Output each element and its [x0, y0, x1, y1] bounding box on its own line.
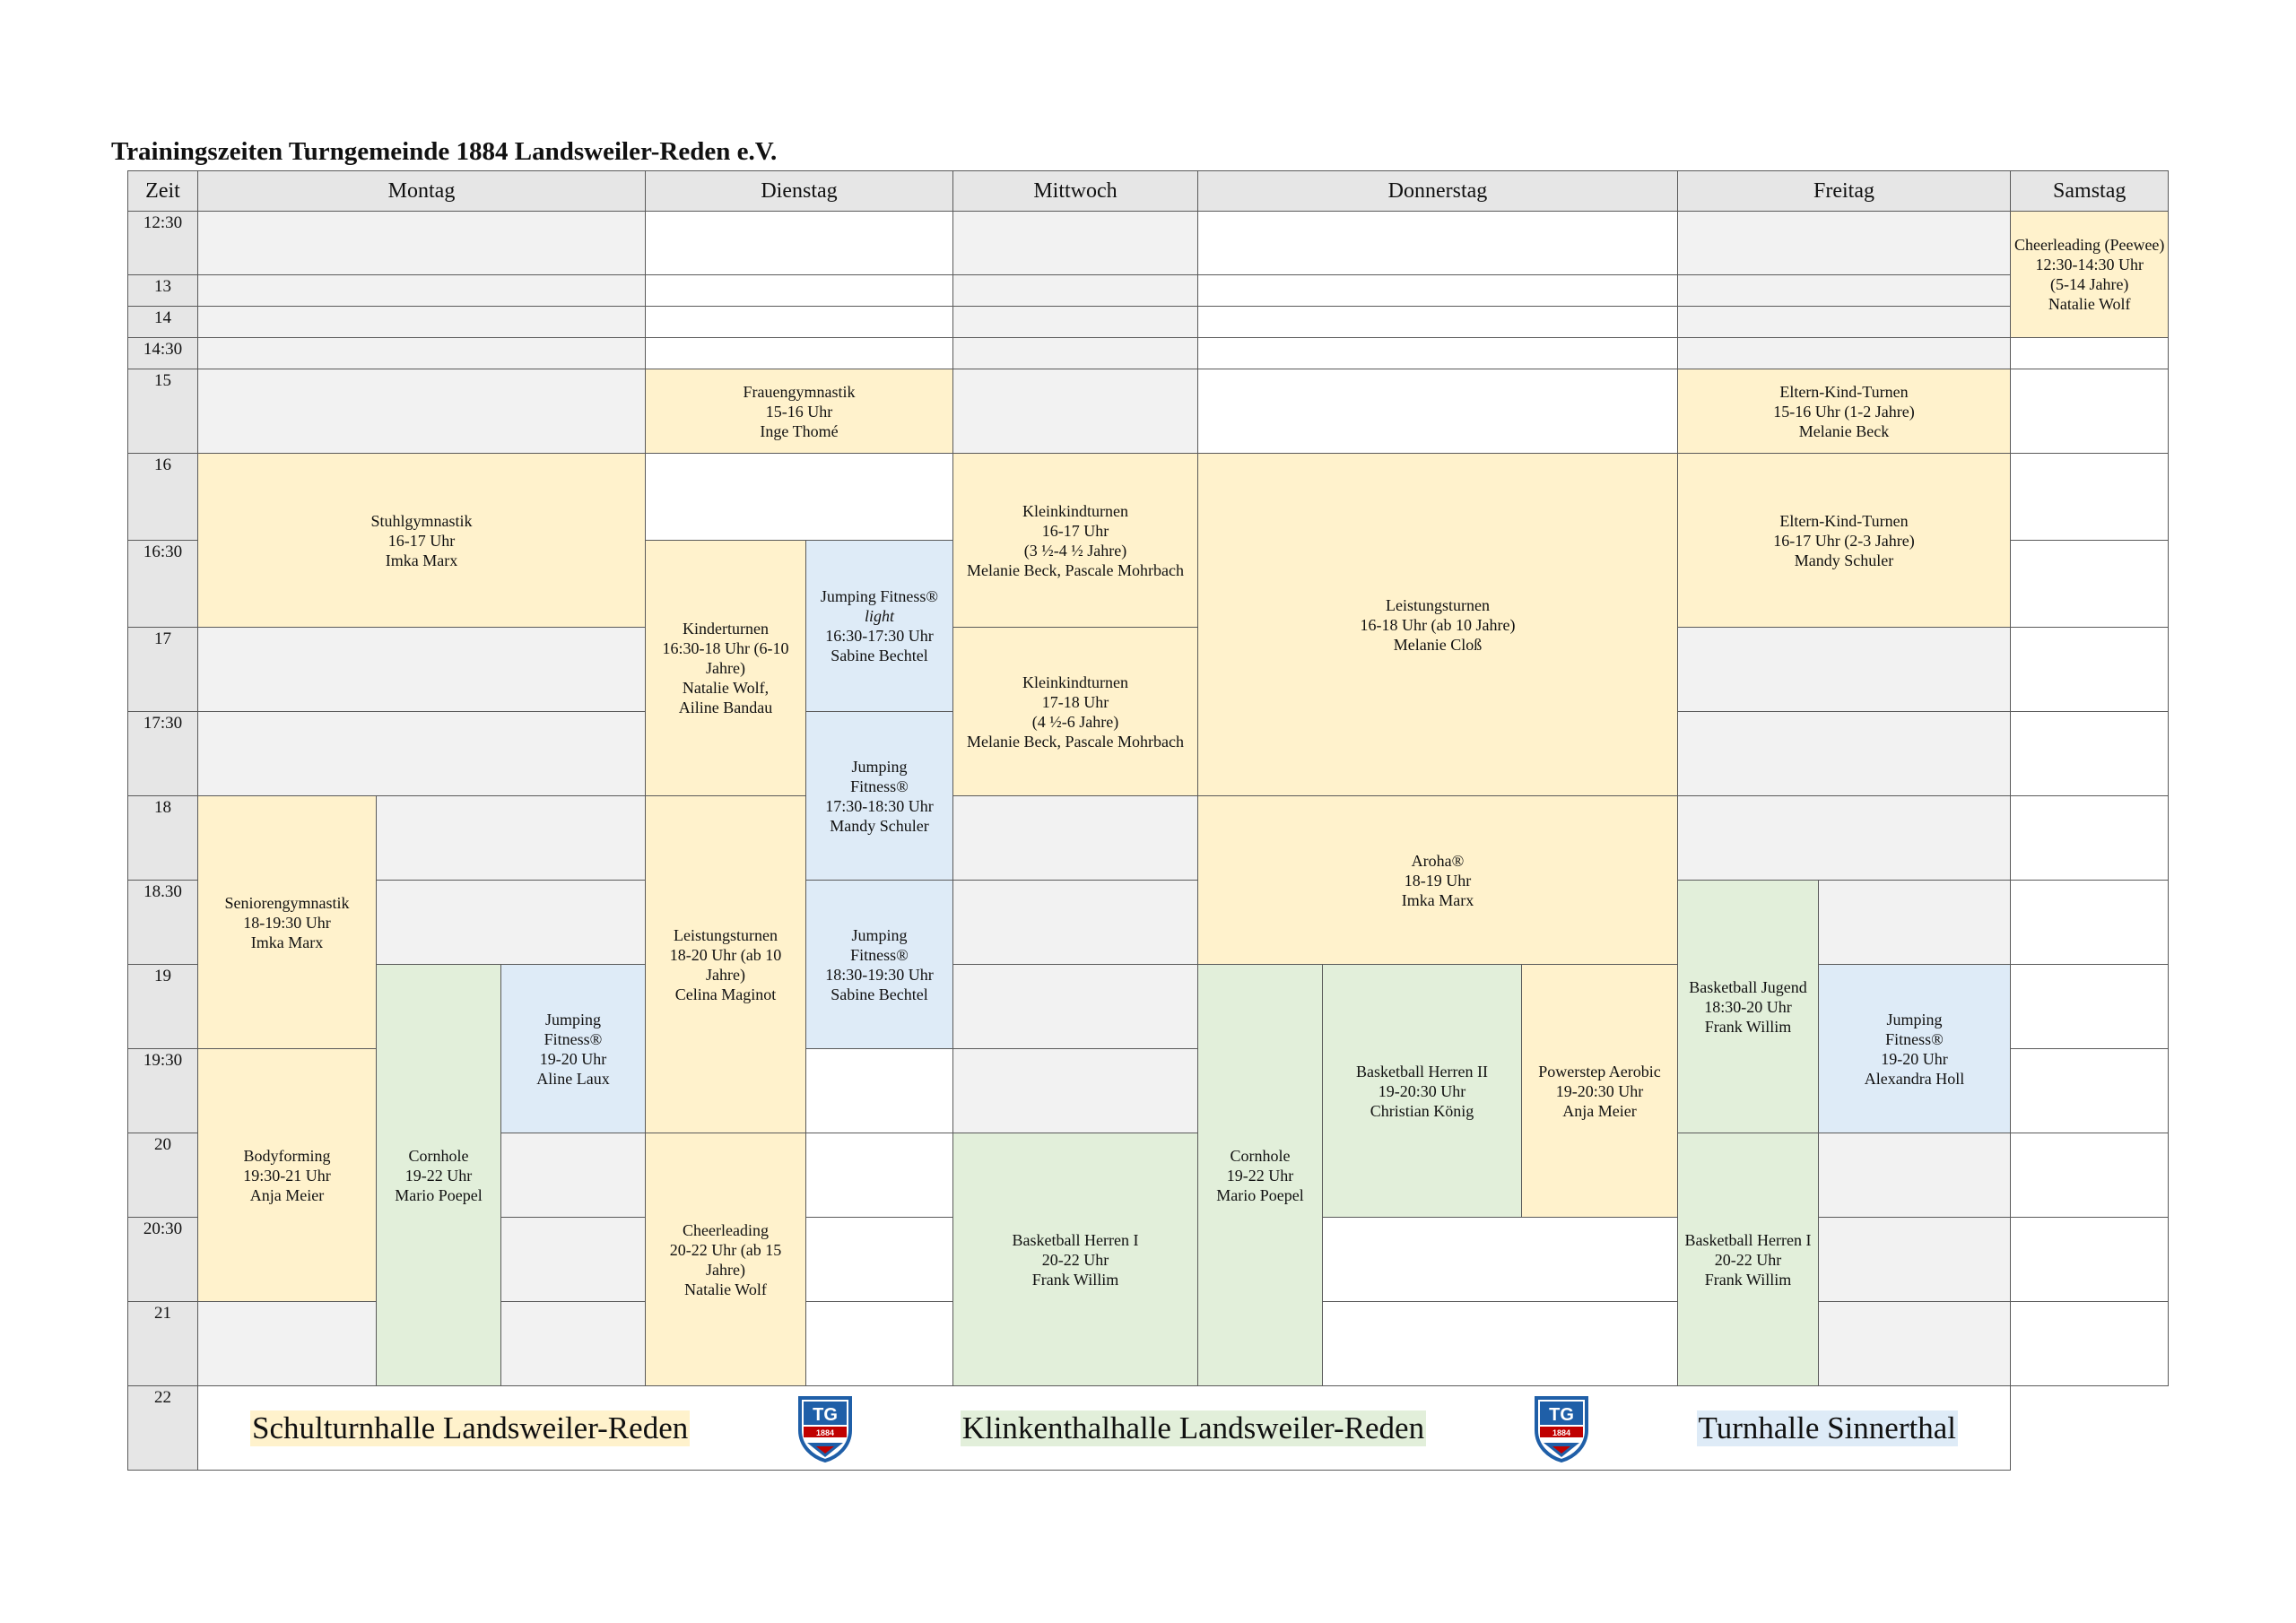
time-label: 20: [128, 1133, 198, 1218]
event-basketball-jugend[interactable]: Basketball Jugend 18:30-20 Uhr Frank Willim: [1678, 881, 1819, 1133]
event-jumping-fitness-light[interactable]: Jumping Fitness® light 16:30-17:30 Uhr Sabine Bechtel: [806, 541, 953, 712]
legend-turnhalle-sinnerthal: Turnhalle Sinnerthal: [1698, 1410, 1956, 1445]
event-cheerleading[interactable]: Cheerleading 20-22 Uhr (ab 15 Jahre) Natalie Wolf: [646, 1133, 806, 1386]
time-label: 19:30: [128, 1049, 198, 1133]
time-label: 14: [128, 307, 198, 338]
event-bodyforming[interactable]: Bodyforming 19:30-21 Uhr Anja Meier: [198, 1049, 377, 1302]
legend: [198, 1386, 2011, 1471]
time-label: 18.30: [128, 881, 198, 965]
event-basketball-herren-1-mittwoch[interactable]: Basketball Herren I 20-22 Uhr Frank Willim: [953, 1133, 1198, 1386]
event-jumping-fitness-sabine[interactable]: Jumping Fitness® 18:30-19:30 Uhr Sabine Bechtel: [806, 881, 953, 1049]
time-label: 16:30: [128, 541, 198, 628]
svg-text:1884: 1884: [1552, 1428, 1570, 1437]
event-kinderturnen[interactable]: Kinderturnen 16:30-18 Uhr (6-10 Jahre) Natalie Wolf, Ailine Bandau: [646, 541, 806, 796]
event-basketball-herren-1-freitag[interactable]: Basketball Herren I 20-22 Uhr Frank Willim: [1678, 1133, 1819, 1386]
time-label: 22: [128, 1386, 198, 1471]
time-label: 12:30: [128, 212, 198, 275]
event-cornhole-montag[interactable]: Cornhole 19-22 Uhr Mario Poepel: [377, 965, 501, 1386]
page-title: Trainingszeiten Turngemeinde 1884 Landsweiler-Reden e.V.: [111, 137, 778, 166]
time-label: 19: [128, 965, 198, 1049]
header-mittwoch: Mittwoch: [953, 171, 1198, 212]
event-jumping-fitness-mandy[interactable]: Jumping Fitness® 17:30-18:30 Uhr Mandy Schuler: [806, 712, 953, 881]
header-montag: Montag: [198, 171, 646, 212]
header-dienstag: Dienstag: [646, 171, 953, 212]
event-cornhole-donnerstag[interactable]: Cornhole 19-22 Uhr Mario Poepel: [1198, 965, 1323, 1386]
time-label: 17: [128, 628, 198, 712]
event-eltern-kind-turnen-1[interactable]: Eltern-Kind-Turnen 15-16 Uhr (1-2 Jahre) Melanie Beck: [1678, 369, 2011, 454]
time-label: 17:30: [128, 712, 198, 796]
event-stuhlgymnastik[interactable]: Stuhlgymnastik 16-17 Uhr Imka Marx: [198, 454, 646, 628]
event-basketball-herren-2[interactable]: Basketball Herren II 19-20:30 Uhr Christian König: [1323, 965, 1522, 1218]
svg-text:1884: 1884: [815, 1428, 834, 1437]
time-label: 14:30: [128, 338, 198, 369]
event-eltern-kind-turnen-2[interactable]: Eltern-Kind-Turnen 16-17 Uhr (2-3 Jahre) Mandy Schuler: [1678, 454, 2011, 628]
svg-text:TG: TG: [813, 1404, 838, 1425]
svg-text:TG: TG: [1548, 1404, 1574, 1425]
legend-klinkenthalhalle: Klinkenthalhalle Landsweiler-Reden: [961, 1410, 1425, 1445]
event-powerstep-aerobic[interactable]: Powerstep Aerobic 19-20:30 Uhr Anja Meier: [1522, 965, 1678, 1218]
time-label: 16: [128, 454, 198, 541]
time-label: 18: [128, 796, 198, 881]
event-aroha[interactable]: Aroha® 18-19 Uhr Imka Marx: [1198, 796, 1678, 965]
header-donnerstag: Donnerstag: [1198, 171, 1678, 212]
event-seniorengymnastik[interactable]: Seniorengymnastik 18-19:30 Uhr Imka Marx: [198, 796, 377, 1049]
event-kleinkindturnen-1[interactable]: Kleinkindturnen 16-17 Uhr (3 ½-4 ½ Jahre) Melanie Beck, Pascale Mohrbach: [953, 454, 1198, 628]
header-zeit: Zeit: [128, 171, 198, 212]
event-leistungsturnen-donnerstag[interactable]: Leistungsturnen 16-18 Uhr (ab 10 Jahre) Melanie Cloß: [1198, 454, 1678, 796]
time-label: 20:30: [128, 1218, 198, 1302]
legend-schulturnhalle: Schulturnhalle Landsweiler-Reden: [252, 1410, 689, 1445]
club-logo-icon: [1533, 1394, 1590, 1462]
time-label: 15: [128, 369, 198, 454]
header-freitag: Freitag: [1678, 171, 2011, 212]
club-logo-icon: [796, 1394, 854, 1462]
time-label: 13: [128, 275, 198, 307]
event-frauengymnastik[interactable]: Frauengymnastik 15-16 Uhr Inge Thomé: [646, 369, 953, 454]
schedule-table: [127, 170, 2169, 1471]
event-jumping-fitness-aline[interactable]: Jumping Fitness® 19-20 Uhr Aline Laux: [501, 965, 646, 1133]
event-cheerleading-peewee[interactable]: Cheerleading (Peewee) 12:30-14:30 Uhr (5-14 Jahre) Natalie Wolf: [2011, 212, 2169, 338]
event-kleinkindturnen-2[interactable]: Kleinkindturnen 17-18 Uhr (4 ½-6 Jahre) Melanie Beck, Pascale Mohrbach: [953, 628, 1198, 796]
event-jumping-fitness-alexandra[interactable]: Jumping Fitness® 19-20 Uhr Alexandra Holl: [1819, 965, 2011, 1133]
event-leistungsturnen-dienstag[interactable]: Leistungsturnen 18-20 Uhr (ab 10 Jahre) Celina Maginot: [646, 796, 806, 1133]
time-label: 21: [128, 1302, 198, 1386]
header-samstag: Samstag: [2011, 171, 2169, 212]
